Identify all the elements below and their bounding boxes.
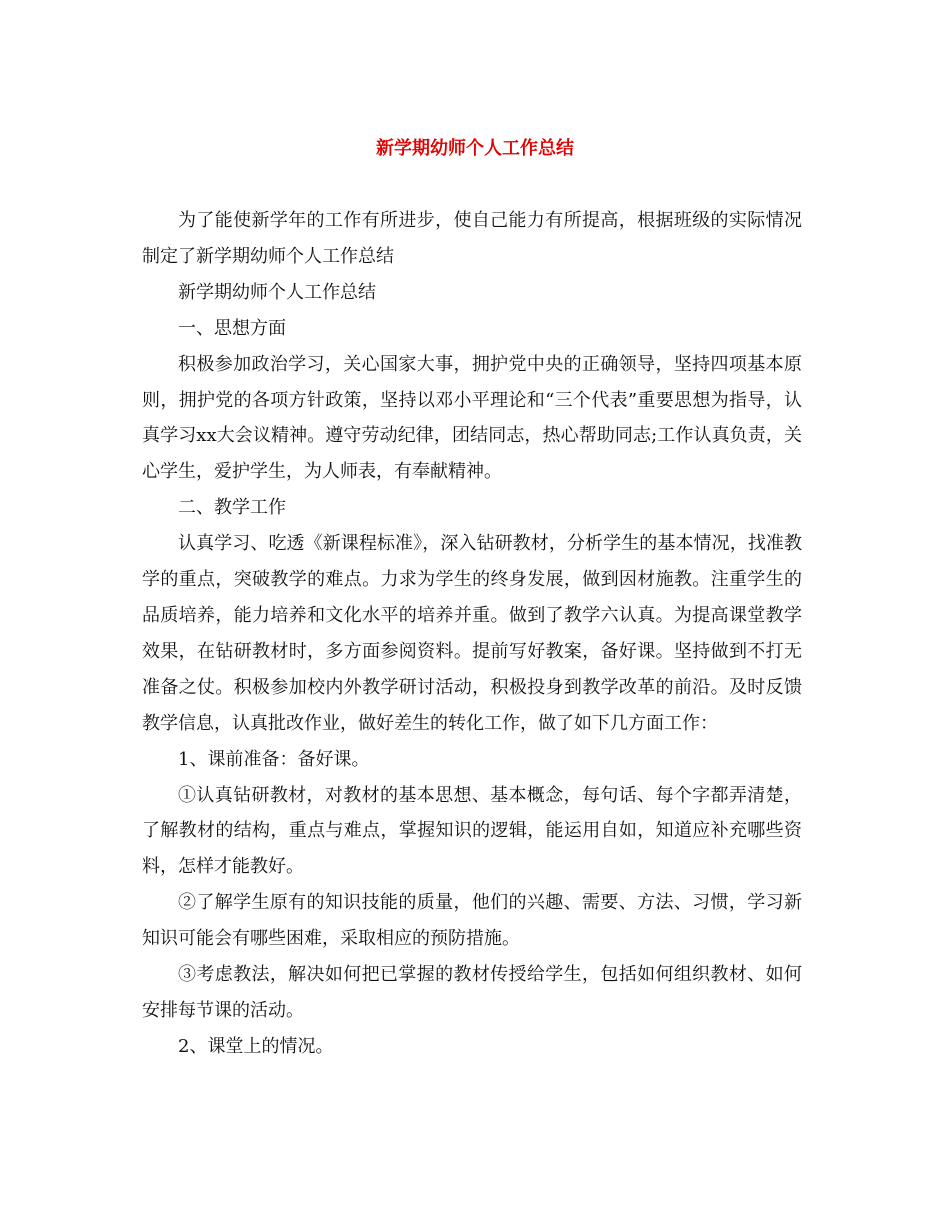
list-item-1: ①认真钻研教材，对教材的基本思想、基本概念，每句话、每个字都弄清楚，了解教材的结构，重点与难点，掌握知识的逻辑，能运用自如，知道应补充哪些资料，怎样才能教好。 (142, 784, 802, 878)
paragraph-thought: 积极参加政治学习，关心国家大事，拥护党中央的正确领导，坚持四项基本原则，拥护党的各项方针政策，坚持以邓小平理论和“三个代表”重要思想为指导，认真学习xx大会议精神。遵守劳动纪律，团结同志，热心帮助同志;工作认真负责，关心学生，爱护学生，为人师表，有奉献精神。 (142, 353, 802, 483)
paragraph-teaching: 认真学习、吃透《新课程标准》，深入钻研教材，分析学生的基本情况，找准教学的重点，突破教学的难点。力求为学生的终身发展，做到因材施教。注重学生的品质培养，能力培养和文化水平的培养并重。做到了教学六认真。为提高课堂教学效果，在钻研教材时，多方面参阅资料。提前写好教案，备好课。坚持做到不打无准备之仗。积极参加校内外教学研讨活动，积极投身到教学改革的前沿。及时反馈教学信息，认真批改作业，做好差生的转化工作，做了如下几方面工作： (142, 533, 802, 734)
paragraph-intro: 为了能使新学年的工作有所进步，使自己能力有所提高，根据班级的实际情况制定了新学期幼师个人工作总结 (142, 210, 802, 267)
document-title: 新学期幼师个人工作总结 (376, 138, 574, 159)
list-item-2: ②了解学生原有的知识技能的质量，他们的兴趣、需要、方法、习惯，学习新知识可能会有哪些困难，采取相应的预防措施。 (142, 892, 802, 950)
list-heading-preparation: 1、课前准备：备好课。 (178, 748, 370, 770)
paragraph-subtitle: 新学期幼师个人工作总结 (178, 281, 376, 303)
section-heading-thought: 一、思想方面 (178, 317, 286, 339)
document-body (142, 203, 802, 1065)
section-heading-teaching: 二、教学工作 (178, 497, 286, 519)
list-item-3: ③考虑教法，解决如何把已掌握的教材传授给学生，包括如何组织教材、如何安排每节课的活动。 (142, 964, 802, 1021)
list-heading-classroom: 2、课堂上的情况。 (178, 1035, 334, 1057)
